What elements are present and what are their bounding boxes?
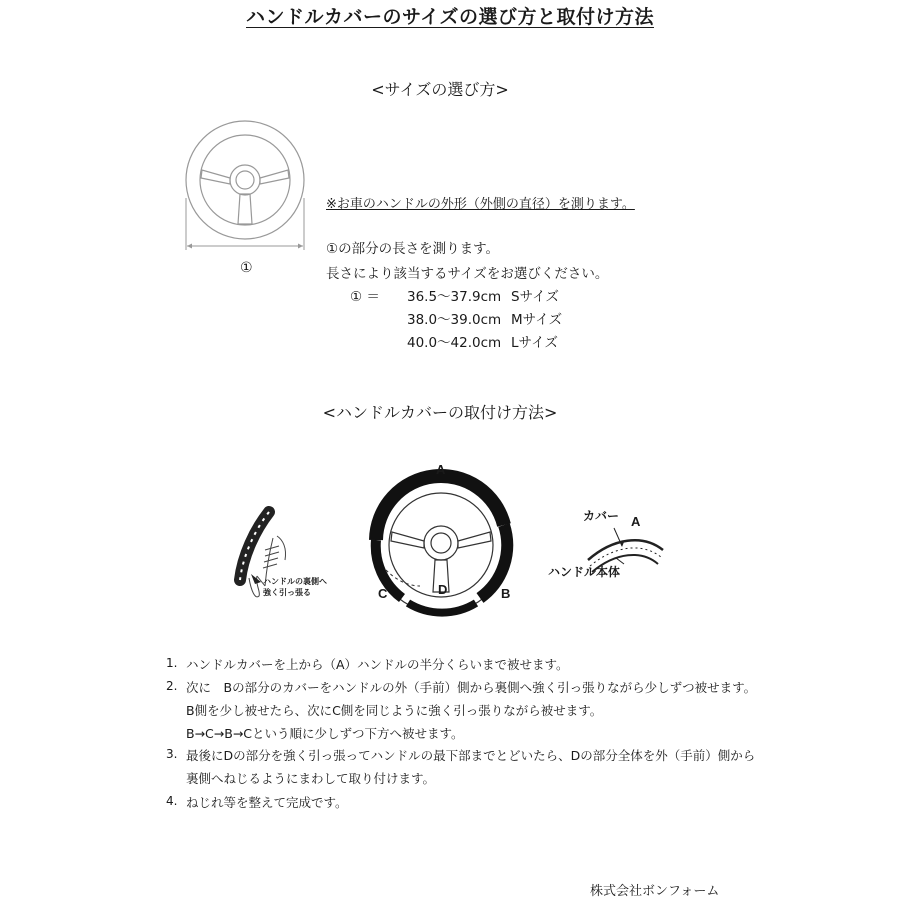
pull-caption-line-2: 強く引っ張る — [263, 588, 311, 597]
measure-instruction: ①の部分の長さを測ります。 — [326, 241, 500, 257]
size-name-s: Sサイズ — [511, 289, 559, 305]
pull-caption-line-1: ハンドルの裏側へ — [263, 577, 327, 586]
size-range-s: 36.5～37.9cm — [407, 289, 502, 305]
label-b: B — [501, 586, 511, 601]
size-name-m: Mサイズ — [511, 312, 563, 328]
covered-steering-wheel-illustration — [368, 470, 518, 620]
select-instruction: 長さにより該当するサイズをお選びください。 — [326, 266, 609, 282]
label-a: A — [436, 462, 446, 477]
step-2-line-3: B→C→B→Cという順に少しずつ下方へ被せます。 — [186, 726, 464, 741]
step-1-line-1: ハンドルカバーを上から（A）ハンドルの半分くらいまで被せます。 — [186, 657, 569, 672]
label-wheel-body: ハンドル本体 — [548, 565, 621, 579]
step-3-line-1: 最後にDの部分を強く引っ張ってハンドルの最下部までとどいたら、Dの部分全体を外（手前）側から — [186, 748, 756, 763]
page-title: ハンドルカバーのサイズの選び方と取付け方法 — [246, 6, 654, 28]
step-1-number: 1. — [166, 656, 178, 670]
step-4-number: 4. — [166, 794, 178, 808]
label-a-right: A — [631, 514, 641, 529]
step-2-line-2: B側を少し被せたら、次にC側を同じように強く引っ張りながら被せます。 — [186, 703, 603, 718]
steering-wheel-diagram — [176, 110, 316, 250]
step-4-line-1: ねじれ等を整えて完成です。 — [186, 795, 348, 810]
measure-note: ※お車のハンドルの外形（外側の直径）を測ります。 — [326, 197, 635, 212]
step-3-line-2: 裏側へねじるようにまわして取り付けます。 — [186, 771, 436, 786]
size-table — [0, 285, 900, 355]
step-3-number: 3. — [166, 747, 178, 761]
step-2-number: 2. — [166, 679, 178, 693]
size-name-l: Lサイズ — [511, 335, 558, 351]
label-d: D — [438, 582, 448, 597]
size-section-heading: <サイズの選び方> — [371, 80, 509, 99]
diameter-label: ① — [240, 260, 253, 276]
label-cover: カバー — [583, 509, 620, 523]
step-2-line-1: 次に Bの部分のカバーをハンドルの外（手前）側から裏側へ強く引っ張りながら少しずつ被せます。 — [186, 680, 757, 695]
size-range-m: 38.0～39.0cm — [407, 312, 502, 328]
size-prefix: ① ＝ — [350, 289, 380, 305]
label-c: C — [378, 586, 388, 601]
install-section-heading: <ハンドルカバーの取付け方法> — [322, 403, 558, 422]
company-name: 株式会社ボンフォーム — [590, 884, 720, 899]
size-range-l: 40.0～42.0cm — [407, 335, 502, 351]
